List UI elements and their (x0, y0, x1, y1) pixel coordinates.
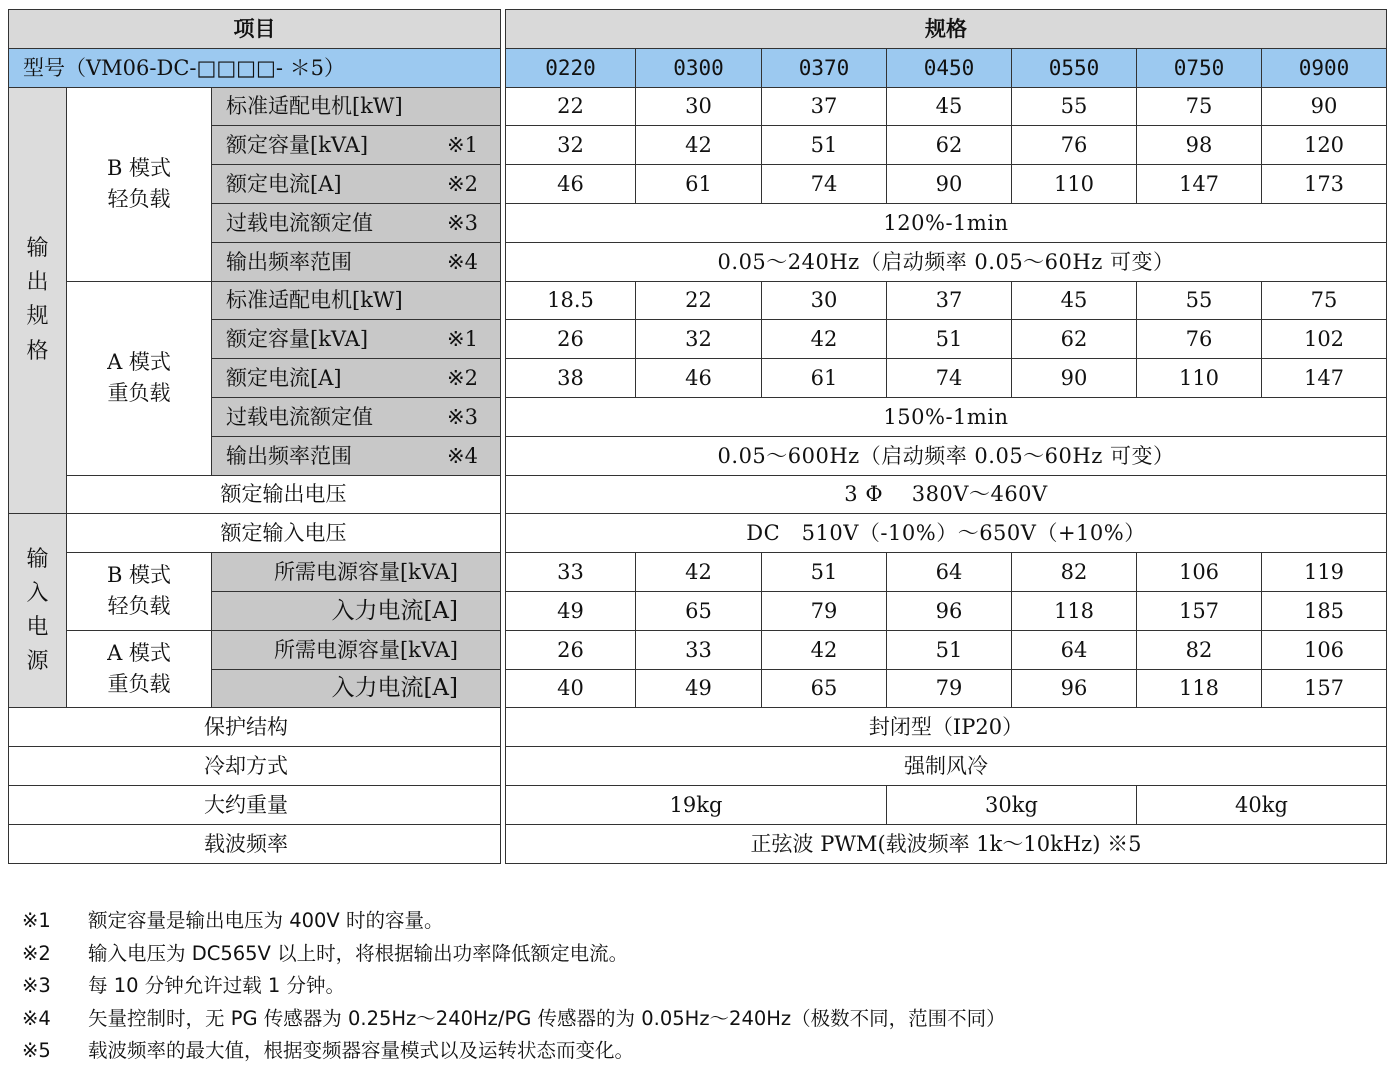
cell: 42 (636, 553, 762, 592)
model-code: 0220 (506, 48, 636, 87)
row-label: 输出频率范围 ※4 (212, 242, 501, 281)
weight-value: 40kg (1137, 785, 1387, 824)
row-label: 大约重量 (9, 785, 501, 824)
cell: 157 (1137, 591, 1262, 630)
footnote-mark: ※5 (22, 1039, 51, 1062)
table-row (9, 281, 1387, 320)
cell: 51 (887, 320, 1012, 359)
cell: 118 (1012, 591, 1137, 630)
cell: 42 (762, 320, 887, 359)
cell: 55 (1012, 87, 1137, 126)
cell: 61 (762, 359, 887, 398)
row-label: 所需电源容量[kVA] (212, 553, 501, 592)
row-label: 额定容量[kVA] ※1 (212, 320, 501, 359)
cell: 26 (506, 320, 636, 359)
cell: 49 (636, 669, 762, 708)
cell: 30 (636, 87, 762, 126)
cell: 51 (762, 553, 887, 592)
model-code: 0900 (1262, 48, 1387, 87)
cell: 157 (1262, 669, 1387, 708)
cell: 45 (1012, 281, 1137, 320)
cell: 147 (1137, 165, 1262, 204)
cell: 106 (1137, 553, 1262, 592)
cell: 65 (636, 591, 762, 630)
table-row (9, 514, 1387, 553)
cell: 96 (887, 591, 1012, 630)
cell: 37 (887, 281, 1012, 320)
row-label: 额定输出电压 (67, 475, 501, 514)
cell: 65 (762, 669, 887, 708)
table-row (9, 630, 1387, 669)
cell: 74 (887, 359, 1012, 398)
table-row (9, 475, 1387, 514)
cell: 40 (506, 669, 636, 708)
cell: 75 (1262, 281, 1387, 320)
cell: 64 (887, 553, 1012, 592)
cell: 18.5 (506, 281, 636, 320)
row-label: 保护结构 (9, 708, 501, 747)
footnote (22, 938, 1006, 971)
cell: 102 (1262, 320, 1387, 359)
cell: 82 (1012, 553, 1137, 592)
table-row (9, 359, 1387, 398)
footnote-mark: ※4 (22, 1006, 51, 1030)
row-label: 过载电流额定值 ※3 (212, 203, 501, 242)
cell: 62 (1012, 320, 1137, 359)
cell: 96 (1012, 669, 1137, 708)
cell: 90 (1262, 87, 1387, 126)
row-label: 额定容量[kVA] ※1 (212, 126, 501, 165)
cell: 49 (506, 591, 636, 630)
row-label: 冷却方式 (9, 747, 501, 786)
table-row (9, 669, 1387, 708)
model-label: 型号（VM06-DC-□□□□- ＊5） (9, 48, 501, 87)
cell: 46 (636, 359, 762, 398)
table-row (9, 553, 1387, 592)
table-row (9, 203, 1387, 242)
input-b-mode-label: B 模式 轻负载 (67, 553, 212, 631)
cell: 62 (887, 126, 1012, 165)
row-label: 入力电流[A] (212, 669, 501, 708)
cell: 32 (636, 320, 762, 359)
cell: 110 (1012, 165, 1137, 204)
cell: 22 (636, 281, 762, 320)
cell: 64 (1012, 630, 1137, 669)
table-row (9, 165, 1387, 204)
cell: 119 (1262, 553, 1387, 592)
table-row (9, 320, 1387, 359)
cell: 51 (762, 126, 887, 165)
header-spec: 规格 (506, 10, 1387, 49)
cell: 46 (506, 165, 636, 204)
cell: 38 (506, 359, 636, 398)
footnotes (22, 905, 1006, 1068)
footnote (22, 905, 1006, 938)
cell: 76 (1012, 126, 1137, 165)
footnote-text: 每 10 分钟允许过载 1 分钟。 (88, 974, 346, 997)
table-row (9, 708, 1387, 747)
carrier-value: 正弦波 PWM(载波频率 1k～10kHz) ※5 (506, 824, 1387, 863)
cell: 76 (1137, 320, 1262, 359)
cell: 173 (1262, 165, 1387, 204)
cell: 106 (1262, 630, 1387, 669)
cell: 61 (636, 165, 762, 204)
input-a-mode-label: A 模式 重负载 (67, 630, 212, 708)
table-row (9, 824, 1387, 863)
cell: 45 (887, 87, 1012, 126)
footnote-text: 额定容量是输出电压为 400V 时的容量。 (88, 909, 444, 932)
cell: 110 (1137, 359, 1262, 398)
footnote (22, 1003, 1006, 1036)
model-row (9, 48, 1387, 87)
row-label: 额定电流[A] ※2 (212, 359, 501, 398)
cell: 79 (762, 591, 887, 630)
output-group-label: 输出规格 (9, 87, 67, 514)
footnote-mark: ※1 (22, 909, 51, 932)
table-row (9, 242, 1387, 281)
row-label: 标准适配电机[kW] (212, 281, 501, 320)
table-row (9, 785, 1387, 824)
cell: 82 (1137, 630, 1262, 669)
cell: 90 (887, 165, 1012, 204)
output-voltage-value: 3 Φ 380V～460V (506, 475, 1387, 514)
cell: 33 (506, 553, 636, 592)
footnote-text: 输入电压为 DC565V 以上时，将根据输出功率降低额定电流。 (88, 941, 629, 965)
model-code: 0550 (1012, 48, 1137, 87)
protection-value: 封闭型（IP20） (506, 708, 1387, 747)
table-row (9, 126, 1387, 165)
cell: 90 (1012, 359, 1137, 398)
cell: 30 (762, 281, 887, 320)
row-label: 标准适配电机[kW] (212, 87, 501, 126)
frequency-range-value: 0.05～600Hz（启动频率 0.05～60Hz 可变） (506, 436, 1387, 475)
model-code: 0450 (887, 48, 1012, 87)
footnote-text: 矢量控制时，无 PG 传感器为 0.25Hz～240Hz/PG 传感器的为 0.05Hz～240Hz（极数不同，范围不同） (88, 1006, 1006, 1030)
cell: 55 (1137, 281, 1262, 320)
cell: 32 (506, 126, 636, 165)
row-label: 过载电流额定值 ※3 (212, 397, 501, 436)
table-row (9, 397, 1387, 436)
weight-value: 30kg (887, 785, 1137, 824)
table-row (9, 436, 1387, 475)
model-code: 0750 (1137, 48, 1262, 87)
cell: 118 (1137, 669, 1262, 708)
row-label: 所需电源容量[kVA] (212, 630, 501, 669)
cell: 147 (1262, 359, 1387, 398)
footnote (22, 970, 1006, 1003)
footnote-mark: ※3 (22, 974, 51, 997)
input-voltage-value: DC 510V（-10%）～650V（+10%） (506, 514, 1387, 553)
output-a-mode-label: A 模式 重负载 (67, 281, 212, 475)
cell: 74 (762, 165, 887, 204)
cell: 75 (1137, 87, 1262, 126)
cell: 26 (506, 630, 636, 669)
cell: 37 (762, 87, 887, 126)
overload-value: 150%-1min (506, 397, 1387, 436)
header-item: 项目 (9, 10, 501, 49)
weight-value: 19kg (506, 785, 887, 824)
input-group-label: 输入电源 (9, 514, 67, 708)
cell: 33 (636, 630, 762, 669)
row-label: 载波频率 (9, 824, 501, 863)
footnote (22, 1035, 1006, 1068)
table-row (9, 87, 1387, 126)
cell: 98 (1137, 126, 1262, 165)
row-label: 额定电流[A] ※2 (212, 165, 501, 204)
cell: 120 (1262, 126, 1387, 165)
cooling-value: 强制风冷 (506, 747, 1387, 786)
row-label: 入力电流[A] (212, 591, 501, 630)
frequency-range-value: 0.05～240Hz（启动频率 0.05～60Hz 可变） (506, 242, 1387, 281)
footnote-text: 载波频率的最大值，根据变频器容量模式以及运转状态而变化。 (88, 1039, 635, 1062)
table-row (9, 747, 1387, 786)
cell: 185 (1262, 591, 1387, 630)
footnote-mark: ※2 (22, 941, 51, 965)
cell: 42 (762, 630, 887, 669)
cell: 51 (887, 630, 1012, 669)
overload-value: 120%-1min (506, 203, 1387, 242)
cell: 42 (636, 126, 762, 165)
row-label: 输出频率范围 ※4 (212, 436, 501, 475)
model-code: 0300 (636, 48, 762, 87)
row-label: 额定输入电压 (67, 514, 501, 553)
cell: 79 (887, 669, 1012, 708)
cell: 22 (506, 87, 636, 126)
model-code: 0370 (762, 48, 887, 87)
header-row (9, 10, 1387, 49)
spec-table (8, 9, 1387, 864)
table-row (9, 591, 1387, 630)
output-b-mode-label: B 模式 轻负载 (67, 87, 212, 281)
